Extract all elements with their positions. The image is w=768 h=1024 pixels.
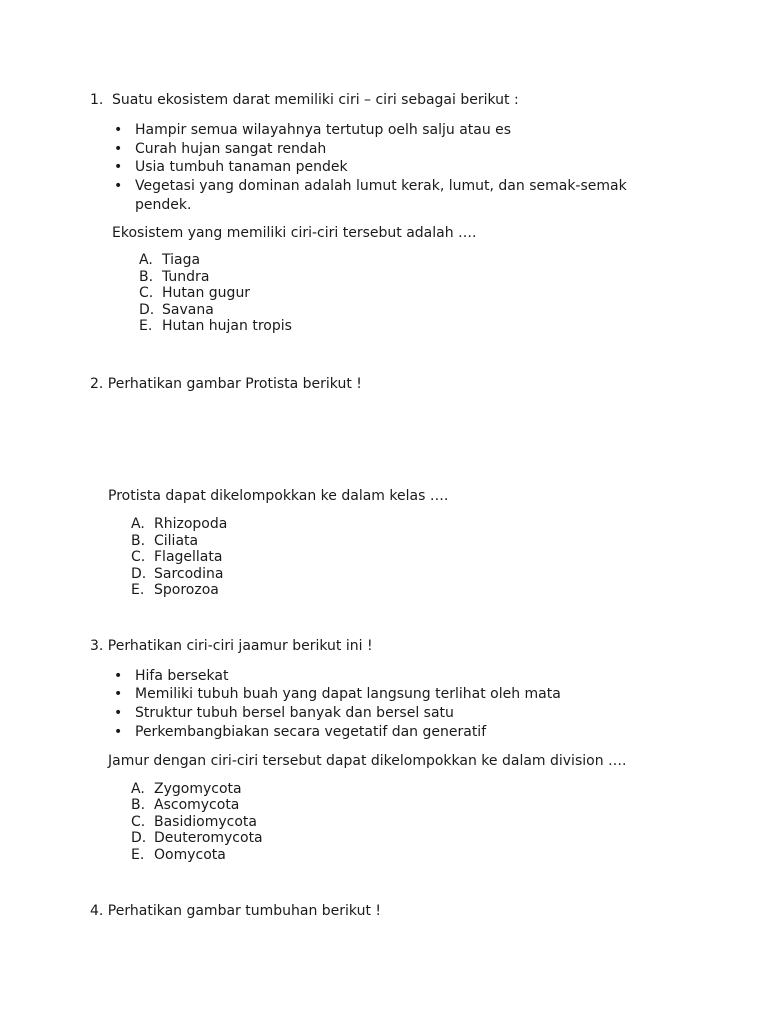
- bullet-icon: •: [114, 178, 123, 194]
- q3-option-letter: D.: [131, 830, 147, 846]
- q1-option-text: Hutan gugur: [162, 285, 251, 301]
- q2-option-text: Sarcodina: [154, 566, 224, 582]
- q3-option-text: Basidiomycota: [154, 814, 257, 830]
- q2-question: Protista dapat dikelompokkan ke dalam kelas ….: [108, 488, 449, 504]
- q1-option-text: Savana: [162, 302, 214, 318]
- q3-option-letter: E.: [131, 847, 145, 863]
- q3-question: Jamur dengan ciri-ciri tersebut dapat dikelompokkan ke dalam division ….: [108, 753, 627, 769]
- q3-option-text: Oomycota: [154, 847, 226, 863]
- q2-option-letter: A.: [131, 516, 145, 532]
- q1-option-text: Tiaga: [162, 252, 201, 268]
- q1-option-text: Hutan hujan tropis: [162, 318, 292, 334]
- q1-option-letter: C.: [139, 285, 154, 301]
- q1-option-text: Tundra: [162, 269, 210, 285]
- q3-bullet-2: Memiliki tubuh buah yang dapat langsung terlihat oleh mata: [135, 686, 561, 702]
- q1-option-letter: D.: [139, 302, 155, 318]
- q1-bullet-2: Curah hujan sangat rendah: [135, 141, 327, 157]
- bullet-icon: •: [114, 724, 123, 740]
- q2-option-text: Sporozoa: [154, 582, 219, 598]
- bullet-icon: •: [114, 668, 123, 684]
- q2-option-letter: E.: [131, 582, 145, 598]
- q3-option-text: Deuteromycota: [154, 830, 263, 846]
- q3-bullet-4: Perkembangbiakan secara vegetatif dan generatif: [135, 724, 487, 740]
- q3-stem: 3. Perhatikan ciri-ciri jaamur berikut ini !: [90, 638, 373, 654]
- bullet-icon: •: [114, 122, 123, 138]
- q3-option-letter: A.: [131, 781, 145, 797]
- q2-image-placeholder: [108, 400, 508, 480]
- q1-bullet-3: Usia tumbuh tanaman pendek: [135, 159, 348, 175]
- q2-option-letter: D.: [131, 566, 147, 582]
- q2-stem: 2. Perhatikan gambar Protista berikut !: [90, 376, 362, 392]
- q2-option-text: Rhizopoda: [154, 516, 228, 532]
- q3-option-text: Ascomycota: [154, 797, 240, 813]
- q2-option-text: Ciliata: [154, 533, 199, 549]
- q1-number: 1.: [90, 92, 104, 108]
- q3-option-letter: B.: [131, 797, 146, 813]
- q3-bullet-1: Hifa bersekat: [135, 668, 229, 684]
- q1-bullet-4-continuation: pendek.: [135, 197, 192, 213]
- q1-option-letter: B.: [139, 269, 154, 285]
- q2-option-letter: B.: [131, 533, 146, 549]
- q3-bullet-3: Struktur tubuh bersel banyak dan bersel satu: [135, 705, 454, 721]
- q3-option-letter: C.: [131, 814, 146, 830]
- bullet-icon: •: [114, 686, 123, 702]
- q1-option-letter: E.: [139, 318, 153, 334]
- bullet-icon: •: [114, 141, 123, 157]
- q3-option-text: Zygomycota: [154, 781, 242, 797]
- bullet-icon: •: [114, 159, 123, 175]
- q2-option-letter: C.: [131, 549, 146, 565]
- bullet-icon: •: [114, 705, 123, 721]
- q1-bullet-1: Hampir semua wilayahnya tertutup oelh salju atau es: [135, 122, 512, 138]
- q1-option-letter: A.: [139, 252, 153, 268]
- q1-bullet-4: Vegetasi yang dominan adalah lumut kerak, lumut, dan semak-semak: [135, 178, 627, 194]
- q1-stem: Suatu ekosistem darat memiliki ciri – ciri sebagai berikut :: [112, 92, 519, 108]
- q4-stem: 4. Perhatikan gambar tumbuhan berikut !: [90, 903, 382, 919]
- q2-option-text: Flagellata: [154, 549, 223, 565]
- q1-question: Ekosistem yang memiliki ciri-ciri tersebut adalah ….: [112, 225, 477, 241]
